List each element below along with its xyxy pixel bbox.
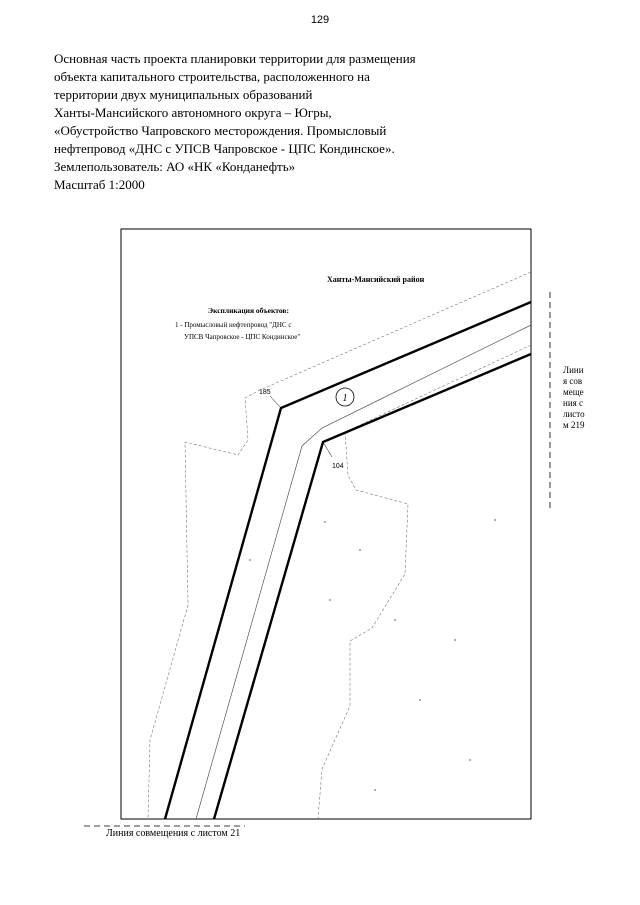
header-line: Масштаб 1:2000	[54, 177, 145, 192]
red-line-north	[165, 302, 531, 819]
header-line: объекта капитального строительства, расположенного на	[54, 69, 370, 84]
side-match-note: Линия совмещения с листом 219	[563, 365, 585, 430]
legend-title: Экспликация объектов:	[208, 306, 289, 315]
object-number: 1	[342, 393, 348, 404]
header-line: «Обустройство Чапровского месторождения. Промысловый	[54, 123, 387, 138]
header-line: Основная часть проекта планировки территории для размещения	[54, 51, 416, 66]
point-label: 185	[259, 389, 271, 396]
header-line: Ханты-Мансийского автономного округа – Югры,	[54, 105, 332, 120]
header-line: нефтепровод «ДНС с УПСВ Чапровское - ЦПС Кондинское».	[54, 141, 395, 156]
parcel-boundary-outer	[148, 272, 531, 819]
legend-item: 1 - Промысловый нефтепровод "ДНС с	[175, 321, 292, 329]
corridor-centerline	[196, 325, 531, 819]
parcel-boundary-inner	[318, 345, 531, 819]
district-label: Ханты-Мансийский район	[327, 275, 425, 284]
bottom-match-note: Линия совмещения с листом 21	[106, 828, 241, 839]
legend-item: УПСВ Чапровское - ЦПС Кондинское"	[184, 333, 301, 341]
terrain-marks	[249, 519, 496, 791]
point-label: 104	[332, 463, 344, 470]
red-line-south	[214, 354, 531, 819]
header-line: Землепользователь: АО «НК «Конданефть»	[54, 159, 296, 174]
header-line: территории двух муниципальных образований	[54, 87, 313, 102]
map-frame	[121, 229, 531, 819]
point-leader	[323, 442, 332, 457]
page-number: 129	[310, 14, 330, 26]
point-leader	[270, 396, 281, 408]
